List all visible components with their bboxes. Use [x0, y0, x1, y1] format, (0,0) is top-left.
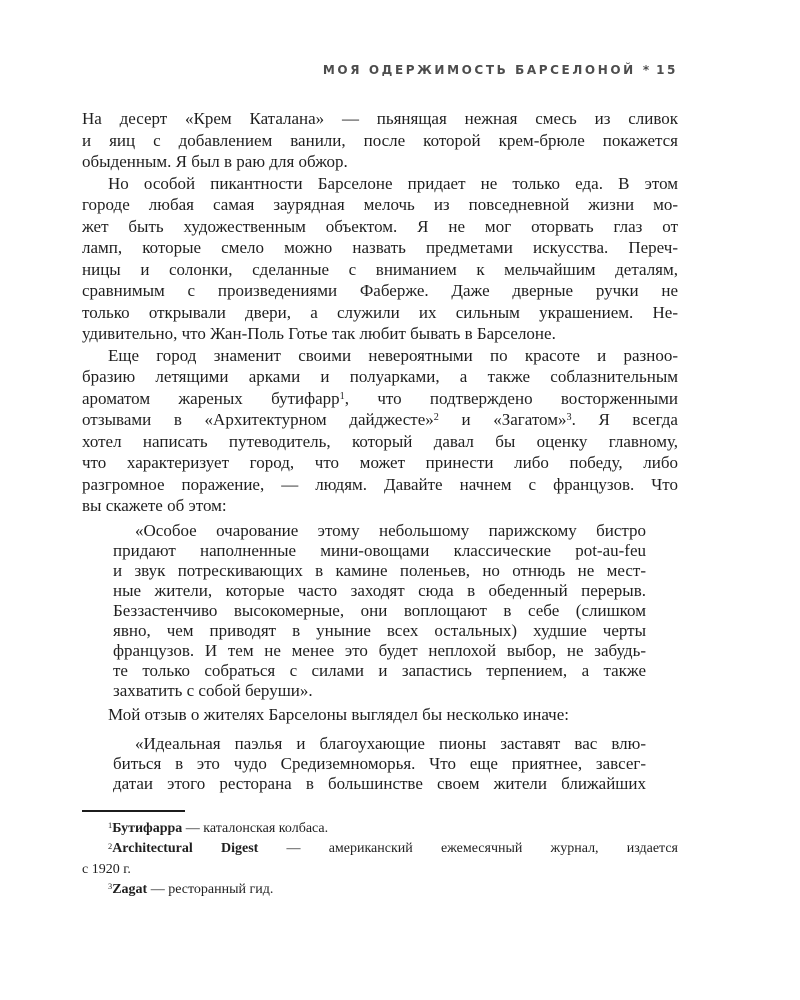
text-line: те только собраться с силами и запастись терпением, а также — [113, 660, 646, 680]
text-line: Мой отзыв о жителях Барселоны выглядел бы несколько иначе: — [108, 704, 570, 724]
footnote-2 — [82, 839, 678, 859]
text-line — [82, 409, 678, 431]
running-head-separator: * — [642, 63, 650, 77]
footnotes — [82, 819, 678, 901]
footnote-text: — каталонская колбаса. — [182, 821, 329, 836]
text-line: «Особое очарование этому небольшому парижскому бистро — [135, 520, 646, 540]
text-line: бразию летящими арками и полуарками, а также соблазнительным — [82, 367, 678, 386]
text-line: и звук потрескивающих в камине поленьев, но отнюдь не мест- — [113, 560, 646, 580]
text-line: удивительно, что Жан-Поль Готье так любит бывать в Барселоне. — [82, 324, 556, 343]
paragraph-4 — [82, 704, 678, 726]
text-line: явно, чем приводят в уныние всех остальных) худшие черты — [113, 620, 646, 640]
text-segment: . Я всегда — [571, 410, 678, 429]
text-line: Еще город знаменит своими невероятными по красоте и разноо- — [108, 345, 678, 365]
text-line: На десерт «Крем Каталана» — пьянящая нежная смесь из сливок — [82, 109, 678, 128]
text-line: ламп, которые смело можно назвать предметами искусства. Переч- — [82, 238, 678, 257]
text-line: захватить с собой беруши». — [113, 680, 313, 700]
footnote-text: — американский ежемесячный журнал, издается — [258, 841, 678, 857]
footnote-marker: 1 — [108, 821, 113, 831]
footnote-marker: 3 — [108, 882, 113, 892]
quote-french-review — [113, 521, 646, 701]
running-head-title: МОЯ ОДЕРЖИМОСТЬ БАРСЕЛОНОЙ — [322, 63, 636, 77]
running-head-page-number: 15 — [656, 63, 678, 77]
text-line: городе любая самая заурядная мелочь из повседневной жизни мо- — [82, 195, 678, 214]
text-line: что характеризует город, что может принести либо победу, либо — [82, 453, 678, 472]
paragraph-1 — [82, 108, 678, 173]
text-line: и яиц с добавлением ванили, после которой крем-брюле покажется — [82, 130, 678, 150]
text-line: придают наполненные мини-овощами классические pot-au-feu — [113, 540, 646, 560]
text-line: разгромное поражение, — людям. Давайте начнем с французов. Что — [82, 474, 678, 494]
footnote-term: Zagat — [112, 882, 148, 898]
text-segment: и «Загатом» — [438, 410, 567, 429]
footnote-ref-3: 3 — [566, 412, 572, 424]
footnote-term: Бутифарра — [112, 821, 183, 836]
text-line: обыденным. Я был в раю для обжор. — [82, 152, 348, 171]
text-line: «Идеальная паэлья и благоухающие пионы заставят вас влю- — [135, 734, 646, 753]
footnote-ref-2: 2 — [433, 412, 439, 424]
text-segment: отзывами в «Архитектурном дайджесте» — [82, 410, 434, 429]
text-line: французов. И тем не менее это будет неплохой выбор, не забудь- — [113, 640, 646, 660]
footnote-1 — [82, 819, 678, 839]
text-segment: ароматом жареных бутифарр — [82, 388, 340, 408]
running-head — [323, 63, 678, 77]
footnote-term: Architectural Digest — [112, 841, 259, 857]
text-line: ницы и солонки, сделанные с вниманием к мельчайшим деталям, — [82, 259, 678, 279]
footnote-3 — [82, 880, 678, 900]
quote-barcelona-review — [113, 734, 646, 794]
text-line: Но особой пикантности Барселоне придает не только еда. В этом — [108, 173, 678, 193]
text-line: Беззастенчиво высокомерные, они воплощают в себе (слишком — [113, 600, 646, 620]
text-segment: , что подтверждено восторженными — [344, 388, 679, 408]
paragraph-3 — [82, 345, 678, 517]
footnote-ref-1: 1 — [339, 390, 345, 402]
footnote-text: — ресторанный гид. — [147, 882, 274, 898]
text-line: только открывали двери, а служили их сильным украшением. Не- — [82, 302, 678, 322]
text-line: вы скажете об этом: — [82, 496, 227, 515]
footnote-2-continued: с 1920 г. — [82, 861, 131, 877]
paragraph-2 — [82, 173, 678, 345]
page-text — [82, 108, 678, 901]
text-line: хотел написать путеводитель, который давал бы оценку главному, — [82, 431, 678, 451]
text-line: жет быть художественным объектом. Я не мог оторвать глаз от — [82, 216, 678, 236]
text-line: датаи этого ресторана в большинстве своем жители ближайших — [113, 774, 646, 793]
text-line — [82, 388, 678, 410]
footnote-divider — [82, 810, 185, 812]
text-line: биться в это чудо Средиземноморья. Что еще приятнее, завсег- — [113, 754, 646, 773]
text-line: сравнимым с произведениями Фаберже. Даже дверные ручки не — [82, 281, 678, 300]
footnote-marker: 2 — [108, 841, 113, 851]
text-line: ные жители, которые часто заходят сюда в обеденный перерыв. — [113, 580, 646, 600]
